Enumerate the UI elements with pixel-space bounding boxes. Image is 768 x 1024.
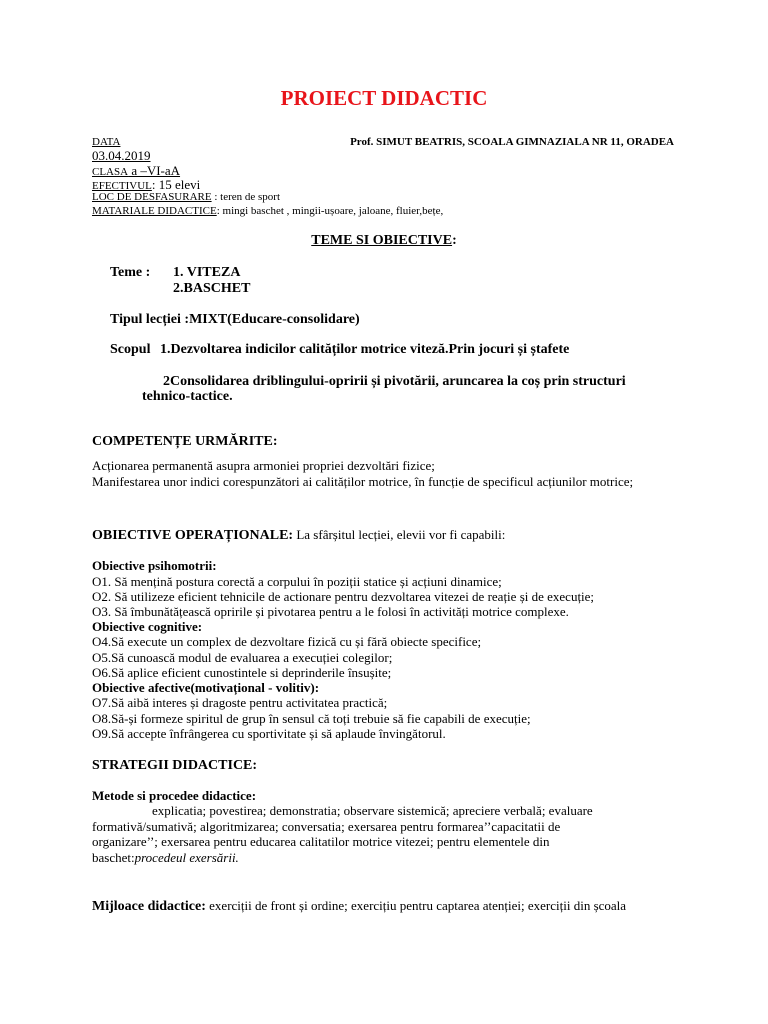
afective-heading: Obiective afective(motivațional - volitiv): (92, 680, 320, 695)
header-row (92, 136, 674, 149)
teme-label: Teme : (110, 265, 151, 280)
mijloace-text: exerciții de front și ordine; exercițiu pentru captarea atenției; exerciții din școala (205, 898, 627, 913)
objective-o3: O3. Să îmbunătățească opririle și pivotarea pentru a le folosi în activități motrice complexe. (92, 604, 569, 619)
metode-line-4-text: baschet: (92, 850, 135, 865)
objective-o7: O7.Să aibă interes și dragoste pentru activitatea practică; (92, 695, 388, 710)
clasa-label: CLASA (92, 166, 129, 178)
materiale-value: : mingi baschet , mingii-ușoare, jaloane, fluier,bețe, (216, 205, 444, 217)
metode-line-3: organizare’’; exersarea pentru educarea calitatilor motrice vitezei; pentru elementele din (92, 834, 550, 849)
objective-o5: O5.Să cunoască modul de evaluarea a execuției colegilor; (92, 650, 393, 665)
scopul-line-2: 2Consolidarea driblingului-opririi și pivotării, aruncarea la coș prin structuri (163, 374, 626, 389)
objective-o6: O6.Să aplice eficient cunostintele si deprinderile însușite; (92, 665, 392, 680)
loc-label: LOC DE DESFASURARE (92, 191, 212, 203)
metode-line-4-italic: procedeul exersării. (134, 850, 239, 865)
competente-p2: Manifestarea unor indici corespunzători ai calităților motrice, în funcție de specificul acțiunilor motrice; (92, 474, 634, 489)
metode-line-2: formativă/sumativă; algoritmizarea; conversatia; exersarea pentru formarea’’capacitatii de (92, 819, 561, 834)
author-line: Prof. SIMUT BEATRIS, SCOALA GIMNAZIALA NR 11, ORADEA (350, 136, 674, 148)
scopul-line-1: 1.Dezvoltarea indicilor calităților motrice viteză.Prin jocuri și ștafete (160, 342, 570, 357)
strategii-heading: STRATEGII DIDACTICE: (92, 758, 258, 773)
metode-heading: Metode si procedee didactice: (92, 788, 257, 803)
objective-o9: O9.Să accepte înfrângerea cu sportivitate și să aplaude învingătorul. (92, 726, 446, 741)
mijloace-line (92, 898, 626, 915)
document-title: PROIECT DIDACTIC (280, 86, 488, 110)
teme-obiective-colon: : (452, 233, 457, 248)
obiective-heading-line (92, 527, 505, 544)
objective-o4: O4.Să execute un complex de dezvoltare fizică cu și fără obiecte specifice; (92, 634, 482, 649)
competente-p1: Acționarea permanentă asupra armoniei propriei dezvoltări fizice; (92, 458, 435, 473)
mijloace-label: Mijloace didactice: (92, 899, 206, 914)
objective-o8: O8.Să-și formeze spiritul de grup în sensul că toți trebuie să fie capabili de execuție; (92, 711, 531, 726)
scopul-line-3: tehnico-tactice. (142, 389, 233, 404)
tipul-lectiei: Tipul lecției :MIXT(Educare-consolidare) (110, 312, 360, 327)
teme-item-2: 2.BASCHET (173, 281, 251, 296)
lesson-date: 03.04.2019 (92, 148, 151, 163)
materiale-line (92, 205, 443, 217)
materiale-label: MATARIALE DIDACTICE (92, 205, 217, 217)
clasa-value: a –VI-aA (128, 163, 181, 178)
scopul-label: Scopul (110, 342, 151, 357)
teme-obiective-text: TEME SI OBIECTIVE (311, 233, 453, 248)
objective-o2: O2. Să utilizeze eficient tehnicile de actionare pentru dezvoltarea vitezei de reație și de execuție; (92, 589, 595, 604)
teme-item-1: 1. VITEZA (173, 265, 241, 280)
competente-heading: COMPETENȚE URMĂRITE: (92, 434, 278, 449)
cognitive-heading: Obiective cognitive: (92, 619, 203, 634)
psiho-heading: Obiective psihomotrii: (92, 558, 217, 573)
efectivul-label: EFECTIVUL (92, 180, 152, 192)
loc-value: : teren de sport (211, 191, 281, 203)
loc-line (92, 191, 280, 203)
obiective-intro: La sfârșitul lecției, elevii vor fi capabili: (293, 527, 506, 542)
metode-line-1: explicatia; povestirea; demonstratia; observare sistemică; apreciere verbală; evaluare (152, 803, 593, 818)
data-label: DATA (92, 136, 121, 148)
teme-obiective-heading (0, 233, 768, 249)
obiective-heading: OBIECTIVE OPERAȚIONALE: (92, 528, 294, 543)
objective-o1: O1. Să mențină postura corectă a corpului în poziții statice și acțiuni dinamice; (92, 574, 502, 589)
efectivul-value: : 15 elevi (151, 177, 201, 192)
metode-line-4 (92, 850, 239, 866)
